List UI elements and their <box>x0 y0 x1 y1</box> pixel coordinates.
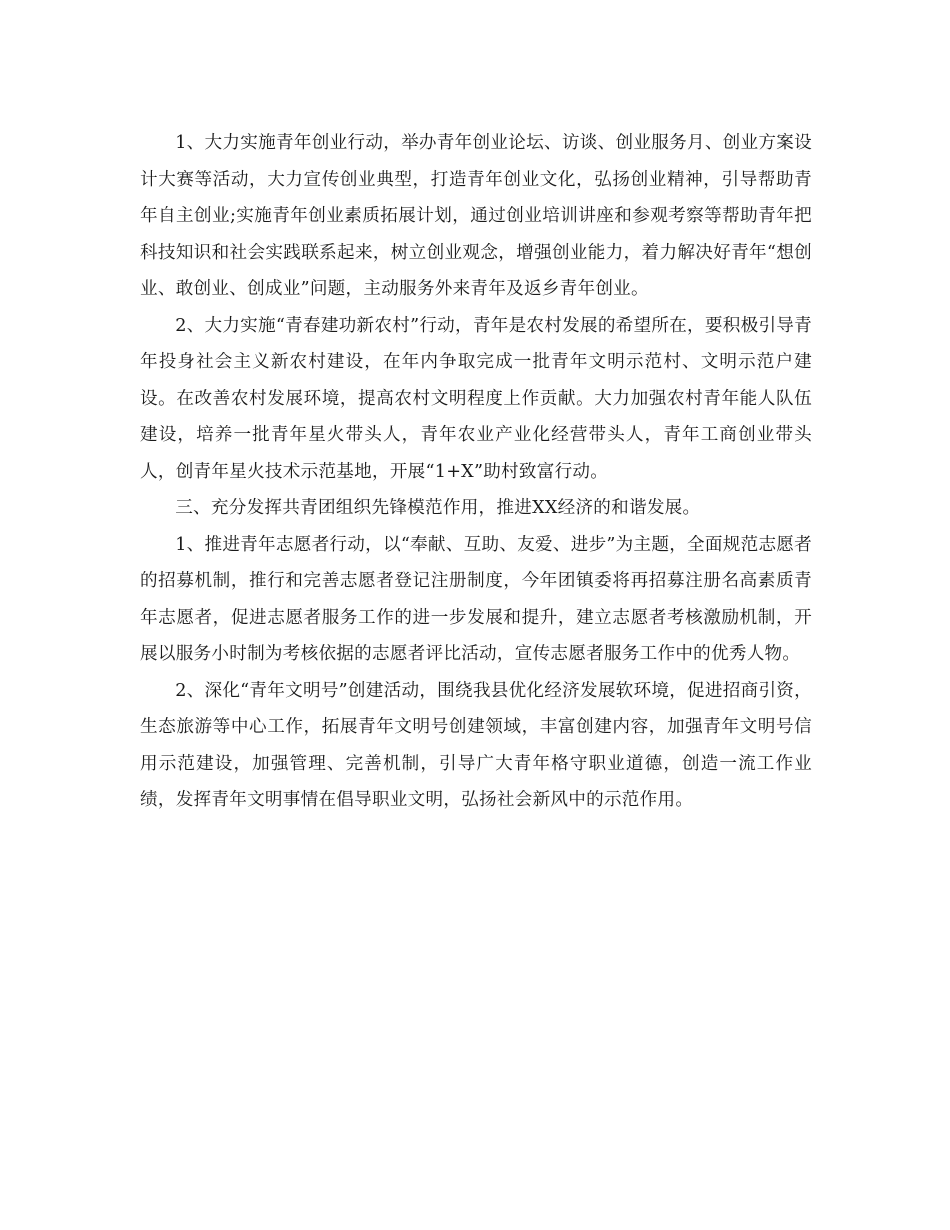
paragraph-new-countryside-action: 2、大力实施“青春建功新农村”行动，青年是农村发展的希望所在，要积极引导青年投身社会主义新农村建设，在年内争取完成一批青年文明示范村、文明示范户建设。在改善农村发展环境，提高农村文明程度上作贡献。大力加强农村青年能人队伍建设，培养一批青年星火带头人，青年农业产业化经营带头人，青年工商创业带头人，创青年星火技术示范基地，开展“1+X”助村致富行动。 <box>140 315 812 482</box>
paragraph-civilization-post: 2、深化“青年文明号”创建活动，围绕我县优化经济发展软环境，促进招商引资，生态旅游等中心工作，拓展青年文明号创建领域，丰富创建内容，加强青年文明号信用示范建设，加强管理、完善机制，引导广大青年格守职业道德，创造一流工作业绩，发挥青年文明事情在倡导职业文明，弘扬社会新风中的示范作用。 <box>140 680 812 810</box>
document-body <box>140 125 812 819</box>
paragraph-entrepreneurship-action: 1、大力实施青年创业行动，举办青年创业论坛、访谈、创业服务月、创业方案设计大赛等活动，大力宣传创业典型，打造青年创业文化，弘扬创业精神，引导帮助青年自主创业;实施青年创业素质拓展计划，通过创业培训讲座和参观考察等帮助青年把科技知识和社会实践联系起来，树立创业观念，增强创业能力，着力解决好青年“想创业、敢创业、创成业”问题，主动服务外来青年及返乡青年创业。 <box>140 133 812 299</box>
section-heading-three: 三、充分发挥共青团组织先锋模范作用，推进XX经济的和谐发展。 <box>175 498 701 518</box>
paragraph-volunteer-action: 1、推进青年志愿者行动，以“奉献、互助、友爱、进步”为主题，全面规范志愿者的招募机制，推行和完善志愿者登记注册制度，今年团镇委将再招募注册名高素质青年志愿者，促进志愿者服务工作的进一步发展和提升，建立志愿者考核激励机制，开展以服务小时制为考核依据的志愿者评比活动，宣传志愿者服务工作中的优秀人物。 <box>140 534 812 664</box>
